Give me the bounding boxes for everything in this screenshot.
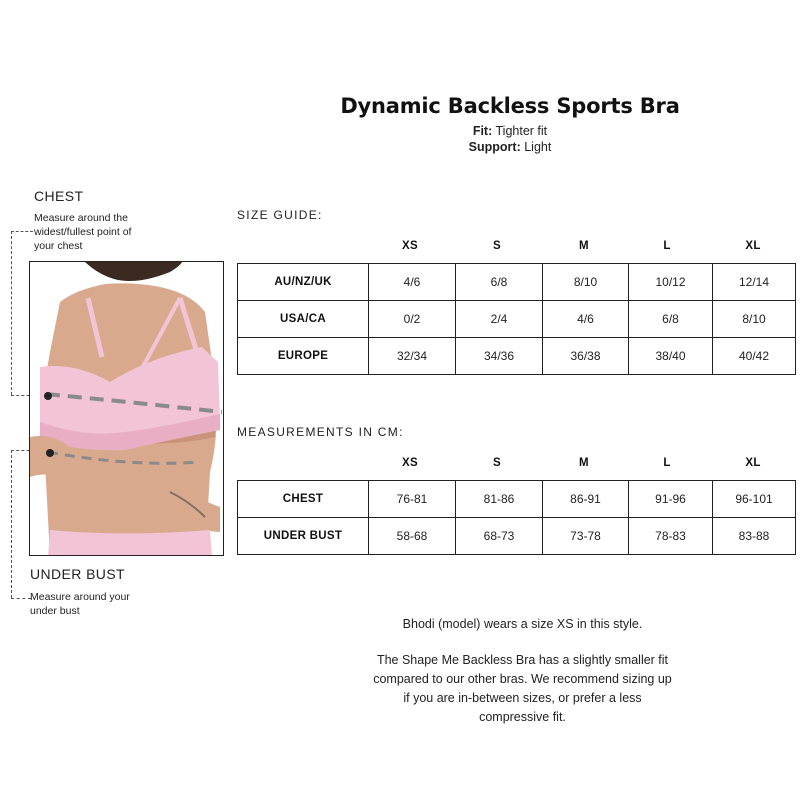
measure-header-s: S xyxy=(493,457,501,469)
under-bust-instruction: Measure around your under bust xyxy=(30,591,130,617)
row-label: CHEST xyxy=(238,481,369,518)
row-label: AU/NZ/UK xyxy=(238,264,369,301)
model-illustration xyxy=(30,262,224,556)
measure-header-xl: XL xyxy=(745,457,761,469)
table-cell: 6/8 xyxy=(456,264,543,301)
table-cell: 86-91 xyxy=(543,481,629,518)
measure-header-l: L xyxy=(663,457,671,469)
table-cell: 38/40 xyxy=(629,338,713,375)
table-row xyxy=(238,301,796,338)
table-cell: 32/34 xyxy=(369,338,456,375)
chest-leader-top xyxy=(11,231,33,232)
table-row xyxy=(238,481,796,518)
product-title: Dynamic Backless Sports Bra xyxy=(340,94,680,118)
row-label: EUROPE xyxy=(238,338,369,375)
row-label: UNDER BUST xyxy=(238,518,369,555)
table-cell: 10/12 xyxy=(629,264,713,301)
model-photo xyxy=(29,261,224,556)
table-cell: 91-96 xyxy=(629,481,713,518)
support-line xyxy=(230,140,790,154)
table-cell: 34/36 xyxy=(456,338,543,375)
table-cell: 36/38 xyxy=(543,338,629,375)
table-cell: 40/42 xyxy=(713,338,796,375)
table-cell: 12/14 xyxy=(713,264,796,301)
table-cell: 8/10 xyxy=(713,301,796,338)
measure-header-m: M xyxy=(579,457,589,469)
table-cell: 0/2 xyxy=(369,301,456,338)
model-size-note: Bhodi (model) wears a size XS in this style. xyxy=(402,617,643,631)
fit-label: Fit: xyxy=(472,124,493,138)
size-header-xs: XS xyxy=(402,240,418,252)
table-cell: 68-73 xyxy=(456,518,543,555)
measurements-label: MEASUREMENTS IN CM: xyxy=(237,425,404,439)
size-header-xl: XL xyxy=(745,240,761,252)
table-cell: 58-68 xyxy=(369,518,456,555)
table-cell: 73-78 xyxy=(543,518,629,555)
support-value: Light xyxy=(524,140,552,154)
table-row xyxy=(238,264,796,301)
chest-leader-vertical xyxy=(11,231,12,395)
table-row xyxy=(238,338,796,375)
chest-instruction: Measure around the widest/fullest point of your chest xyxy=(34,212,132,252)
under-bust-leader-bottom xyxy=(11,598,31,599)
support-label: Support: xyxy=(468,140,521,154)
size-header-s: S xyxy=(493,240,501,252)
table-cell: 83-88 xyxy=(713,518,796,555)
table-cell: 4/6 xyxy=(543,301,629,338)
measure-header-xs: XS xyxy=(402,457,418,469)
measurements-table xyxy=(237,480,796,555)
size-guide-label: SIZE GUIDE: xyxy=(237,208,323,222)
table-cell: 78-83 xyxy=(629,518,713,555)
size-conversion-table xyxy=(237,263,796,375)
table-cell: 76-81 xyxy=(369,481,456,518)
size-header-m: M xyxy=(579,240,589,252)
table-cell: 96-101 xyxy=(713,481,796,518)
row-label: USA/CA xyxy=(238,301,369,338)
table-cell: 2/4 xyxy=(456,301,543,338)
fit-value: Tighter fit xyxy=(495,124,548,138)
under-bust-heading: UNDER BUST xyxy=(30,566,126,582)
table-cell: 4/6 xyxy=(369,264,456,301)
table-cell: 8/10 xyxy=(543,264,629,301)
table-cell: 81-86 xyxy=(456,481,543,518)
table-row xyxy=(238,518,796,555)
size-header-l: L xyxy=(663,240,671,252)
fit-line xyxy=(230,124,790,138)
chest-heading: CHEST xyxy=(34,188,84,204)
under-bust-leader-vertical xyxy=(11,450,12,598)
table-cell: 6/8 xyxy=(629,301,713,338)
fit-advice-note: The Shape Me Backless Bra has a slightly smaller fit compared to our other bras. We recommend sizing up if you are in-between sizes, or prefer a less compressive fit. xyxy=(373,653,672,724)
